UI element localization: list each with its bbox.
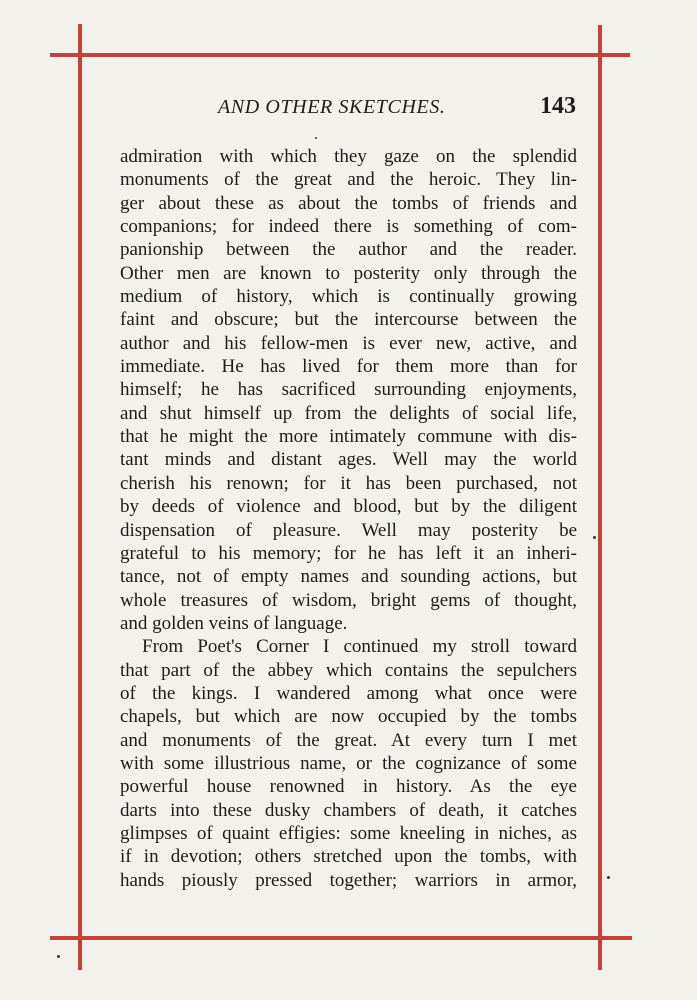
text-line: dispensation of pleasure. Well may posterity be	[120, 519, 577, 541]
text-line: that he might the more intimately commune with dis-	[120, 426, 577, 448]
body-text	[120, 145, 577, 892]
text-line: with some illustrious name, or the cognizance of some	[120, 752, 577, 774]
text-line: if in devotion; others stretched upon the tombs, with	[120, 846, 577, 868]
text-line: author and his fellow-men is ever new, active, and	[120, 332, 577, 354]
text-line: hands piously pressed together; warriors in armor,	[120, 869, 577, 891]
text-line: cherish his renown; for it has been purchased, not	[120, 472, 577, 494]
text-line: tance, not of empty names and sounding actions, but	[120, 566, 577, 588]
ink-speck	[315, 137, 317, 139]
text-line: darts into these dusky chambers of death, it catches	[120, 799, 577, 821]
text-line: admiration with which they gaze on the splendid	[120, 146, 577, 167]
ink-speck	[607, 876, 610, 879]
top-border-rule	[50, 53, 630, 57]
text-line: monuments of the great and the heroic. They lin-	[120, 169, 577, 191]
text-line: of the kings. I wandered among what once were	[120, 682, 577, 704]
left-border-rule	[78, 24, 82, 970]
text-line: companions; for indeed there is something of com-	[120, 216, 577, 238]
ink-speck	[57, 955, 60, 958]
text-line: powerful house renowned in history. As the eye	[120, 776, 577, 798]
running-head: AND OTHER SKETCHES.	[218, 96, 446, 118]
right-border-rule	[598, 25, 602, 970]
text-line: that part of the abbey which contains the sepulchers	[120, 659, 577, 681]
text-line: himself; he has sacrificed surrounding enjoyments,	[120, 379, 577, 401]
text-line: grateful to his memory; for he has left it an inheri-	[120, 542, 577, 564]
text-line: glimpses of quaint effigies: some kneeling in niches, as	[120, 822, 577, 844]
text-line: by deeds of violence and blood, but by the diligent	[120, 496, 577, 518]
text-line: and monuments of the great. At every turn I met	[120, 729, 577, 751]
text-line: faint and obscure; but the intercourse between the	[120, 309, 577, 331]
text-line: and shut himself up from the delights of social life,	[120, 402, 577, 424]
text-line: ger about these as about the tombs of friends and	[120, 192, 577, 214]
text-line: immediate. He has lived for them more than for	[120, 356, 577, 378]
text-line: From Poet's Corner I continued my stroll toward	[142, 636, 577, 658]
text-line: medium of history, which is continually growing	[120, 286, 577, 308]
ink-speck	[593, 536, 596, 539]
text-line: panionship between the author and the reader.	[120, 239, 577, 261]
text-line: chapels, but which are now occupied by the tombs	[120, 706, 577, 728]
text-line: and golden veins of language.	[120, 612, 348, 634]
text-line: tant minds and distant ages. Well may the world	[120, 449, 577, 471]
text-line: Other men are known to posterity only through the	[120, 262, 577, 284]
text-line: whole treasures of wisdom, bright gems of thought,	[120, 589, 577, 611]
page-header	[120, 94, 578, 124]
bottom-border-rule	[50, 936, 632, 940]
page-number: 143	[540, 93, 576, 119]
